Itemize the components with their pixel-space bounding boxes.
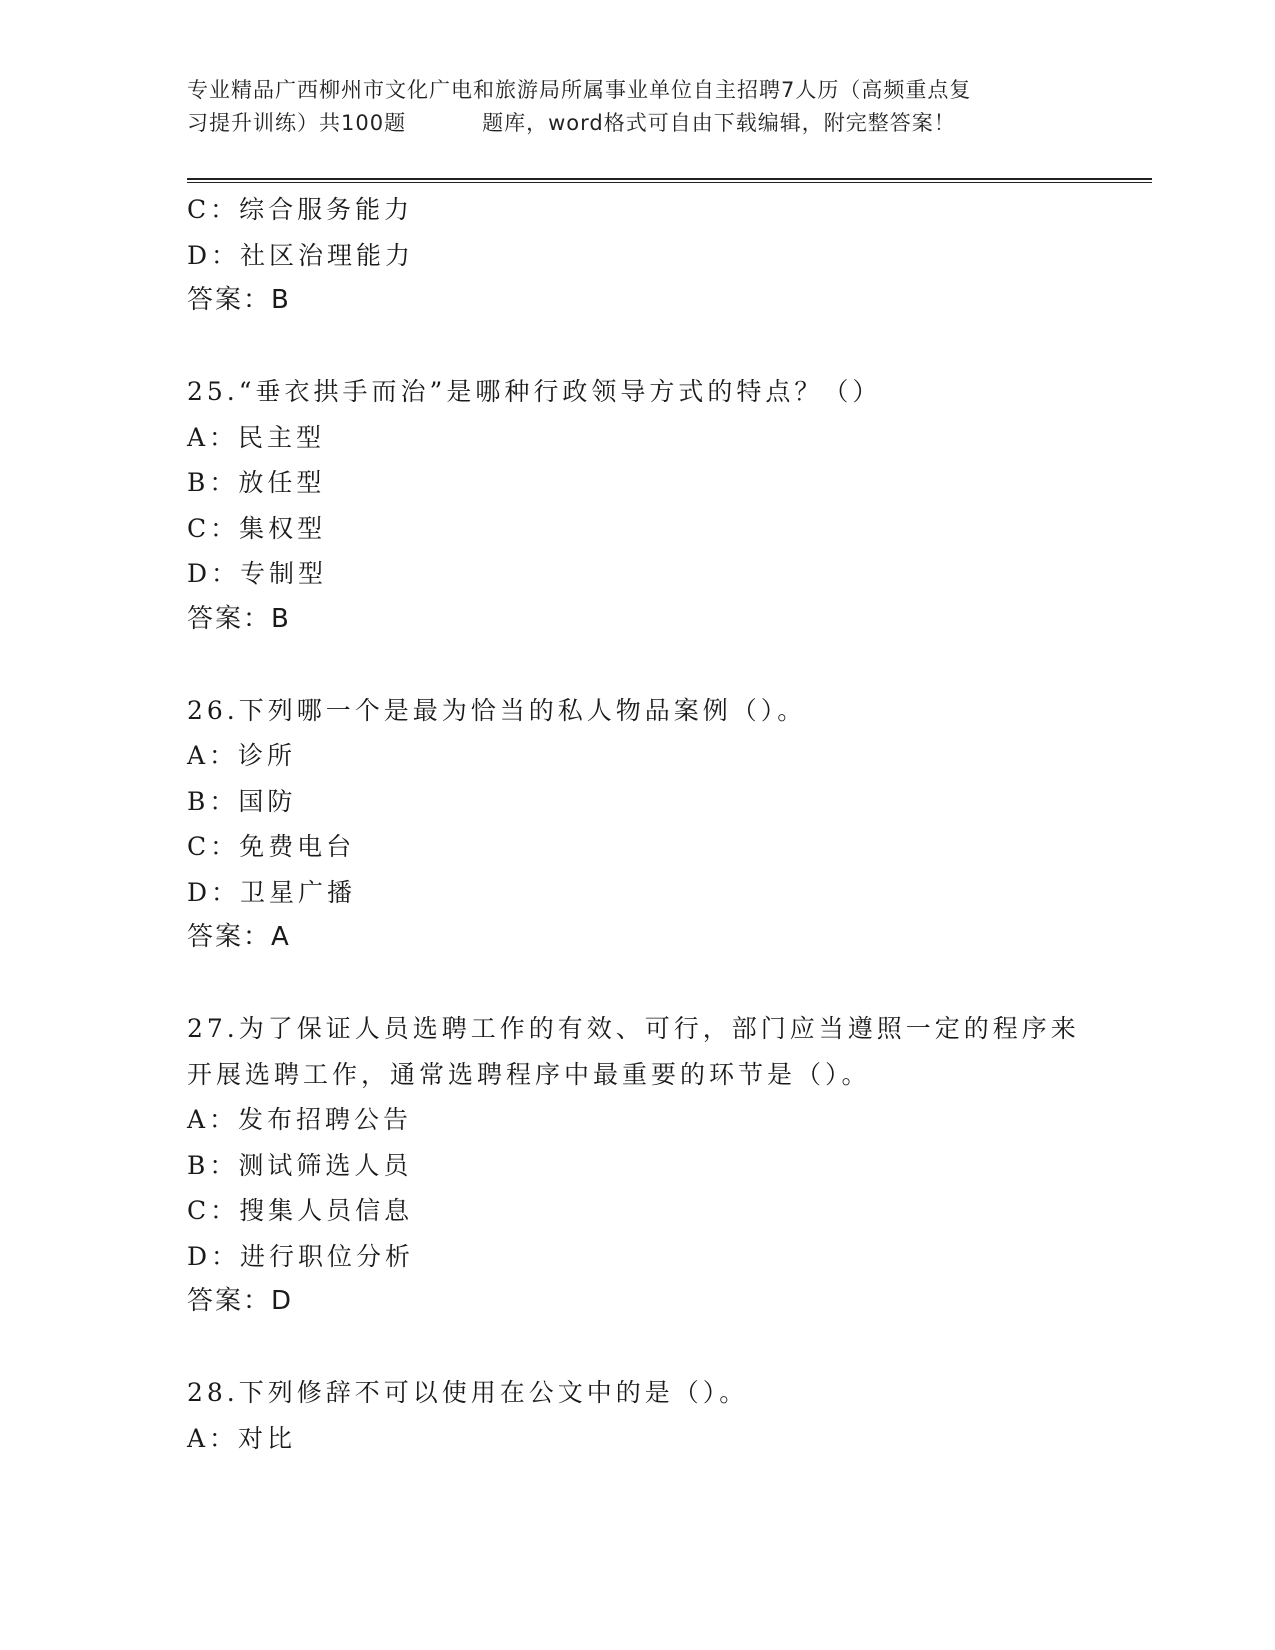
option-c: C：免费电台 [187, 832, 356, 861]
document-body [187, 187, 1147, 1461]
option-a: A：民主型 [187, 422, 326, 452]
question-25 [187, 369, 1147, 642]
option-b: B：放任型 [187, 468, 326, 497]
option-d: D：进行职位分析 [187, 1241, 415, 1271]
header-title-part-2: 题库，word格式可自由下载编辑，附完整答案！ [482, 111, 956, 135]
answer: 答案：A [187, 922, 291, 952]
question-stem: 25.“垂衣拱手而治”是哪种行政领导方式的特点？（） [187, 377, 882, 406]
option-b: B：国防 [187, 786, 297, 816]
question-27 [187, 1006, 1147, 1325]
question-24-continued [187, 187, 1147, 324]
option-c: C：集权型 [187, 513, 327, 543]
page-header [187, 74, 1087, 140]
option-d: D：卫星广播 [187, 877, 357, 907]
question-28 [187, 1370, 1147, 1461]
header-divider-thin [187, 182, 1152, 183]
option-c: C：综合服务能力 [187, 195, 414, 224]
header-divider-thick [187, 178, 1152, 180]
option-a: A：诊所 [187, 741, 297, 770]
header-title-part-1: 习提升训练）共100题 [187, 111, 407, 135]
question-stem-line-2: 开展选聘工作，通常选聘程序中最重要的环节是（）。 [187, 1059, 871, 1089]
option-d: D：专制型 [187, 559, 328, 588]
answer: 答案：B [187, 603, 291, 634]
spacer [187, 1325, 1147, 1371]
question-26 [187, 688, 1147, 961]
spacer [187, 961, 1147, 1007]
question-stem: 28.下列修辞不可以使用在公文中的是（）。 [187, 1378, 749, 1407]
question-stem-line-1: 27.为了保证人员选聘工作的有效、可行，部门应当遵照一定的程序来 [187, 1014, 1080, 1043]
option-a: A：发布招聘公告 [187, 1105, 413, 1134]
option-a: A：对比 [187, 1423, 297, 1453]
answer: 答案：B [187, 285, 291, 315]
header-title-line-2 [187, 107, 1087, 140]
question-stem: 26.下列哪一个是最为恰当的私人物品案例（）。 [187, 695, 807, 725]
option-c: C：搜集人员信息 [187, 1196, 414, 1225]
spacer [187, 324, 1147, 370]
spacer [187, 642, 1147, 688]
option-d: D：社区治理能力 [187, 240, 415, 270]
header-title-line-1: 专业精品广西柳州市文化广电和旅游局所属事业单位自主招聘7人历（高频重点复 [187, 78, 972, 102]
option-b: B：测试筛选人员 [187, 1150, 413, 1180]
answer: 答案：D [187, 1286, 294, 1316]
